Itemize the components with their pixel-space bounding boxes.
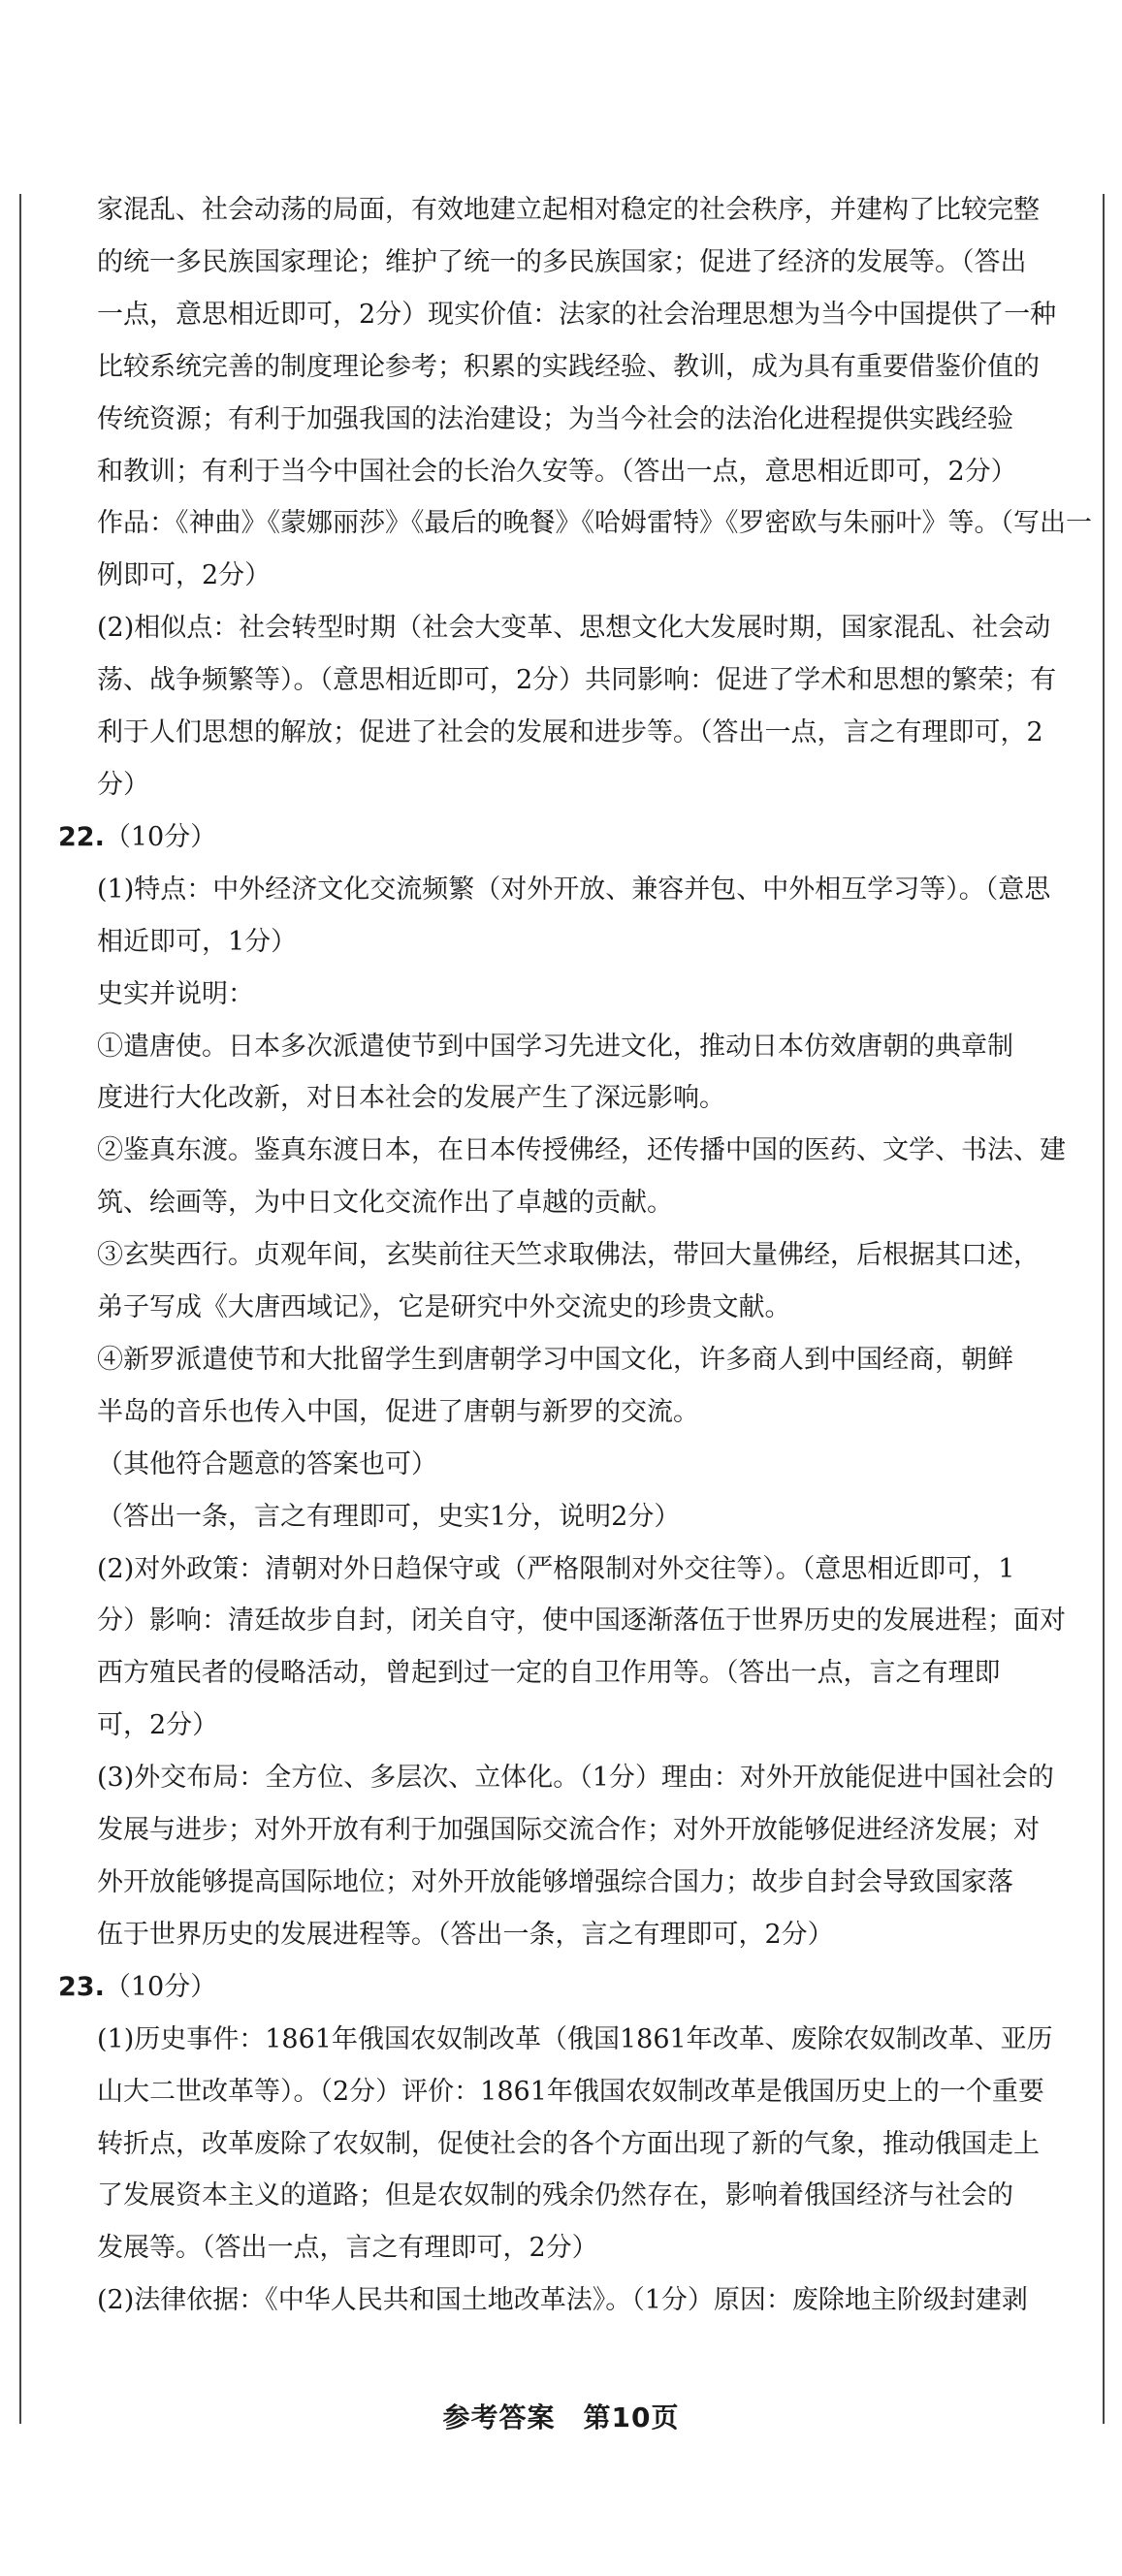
right-margin-rule [1103,194,1105,2424]
text-line: 分）影响：清廷故步自封，闭关自守，使中国逐渐落伍于世界历史的发展进程；面对 [97,1606,1066,1637]
text-line: 家混乱、社会动荡的局面，有效地建立起相对稳定的社会秩序，并建构了比较完整 [97,195,1040,225]
text-line: (1)历史事件：1861年俄国农奴制改革（俄国1861年改革、废除农奴制改革、亚历 [97,2023,1053,2054]
text-line: 弟子写成《大唐西域记》，它是研究中外交流史的珍贵文献。 [97,1292,791,1323]
text-line: 史实并说明： [97,978,254,1009]
page-footer: 参考答案 第10页 [442,2401,680,2433]
question-header [58,1961,1076,2014]
text-line: （答出一条，言之有理即可，史实1分，说明2分） [97,1501,681,1532]
text-line: 西方殖民者的侵略活动，曾起到过一定的自卫作用等。（答出一点，言之有理即 [97,1658,1001,1689]
text-line: 发展与进步；对外开放有利于加强国际交流合作；对外开放能够促进经济发展；对 [97,1815,1040,1846]
text-line: 例即可，2分） [97,560,272,591]
question-number: 22. [58,821,105,852]
question-score: （10分） [104,821,217,852]
question-number: 23. [58,1971,105,2002]
text-line: (2)对外政策：清朝对外日趋保守或（严格限制对外交往等）。（意思相近即可，1 [97,1553,1015,1584]
text-line: 发展等。（答出一点，言之有理即可，2分） [97,2233,598,2264]
text-line: (3)外交布局：全方位、多层次、立体化。（1分）理由：对外开放能促进中国社会的 [97,1763,1054,1794]
text-line: 荡、战争频繁等）。（意思相近即可，2分）共同影响：促进了学术和思想的繁荣；有 [97,665,1057,696]
question-score: （10分） [104,1971,217,2002]
text-line: 山大二世改革等）。（2分）评价：1861年俄国农奴制改革是俄国历史上的一个重要 [97,2076,1044,2107]
left-margin-rule [19,194,21,2424]
text-line: 的统一多民族国家理论；维护了统一的多民族国家；促进了经济的发展等。（答出 [97,246,1027,277]
answer-content [58,184,1092,2327]
text-line: 和教训；有利于当今中国社会的长治久安等。（答出一点，意思相近即可，2分） [97,456,1017,487]
text-line: 转折点，改革废除了农奴制，促使社会的各个方面出现了新的气象，推动俄国走上 [97,2128,1040,2159]
text-line: 相近即可，1分） [97,926,298,957]
text-line: 半岛的音乐也传入中国，促进了唐朝与新罗的交流。 [97,1396,699,1427]
text-line: 利于人们思想的解放；促进了社会的发展和进步等。（答出一点，言之有理即可，2 [97,717,1043,748]
text-line: ③玄奘西行。贞观年间，玄奘前往天竺求取佛法，带回大量佛经，后根据其口述， [97,1240,1040,1271]
text-line: 作品：《神曲》《蒙娜丽莎》《最后的晚餐》《哈姆雷特》《罗密欧与朱丽叶》等。（写出一 [97,508,1092,539]
text-line: (2)相似点：社会转型时期（社会大变革、思想文化大发展时期，国家混乱、社会动 [97,613,1051,644]
text-line: 外开放能够提高国际地位；对外开放能够增强综合国力；故步自封会导致国家落 [97,1867,1013,1897]
text-line: 伍于世界历史的发展进程等。（答出一条，言之有理即可，2分） [97,1919,834,1950]
text-line: ④新罗派遣使节和大批留学生到唐朝学习中国文化，许多商人到中国经商，朝鲜 [97,1344,1013,1375]
text-line: （其他符合题意的答案也可） [97,1448,437,1479]
text-line: 度进行大化改新，对日本社会的发展产生了深远影响。 [97,1083,725,1114]
text-line: 分） [97,769,149,800]
text-line: (2)法律依据：《中华人民共和国土地改革法》。（1分）原因：废除地主阶级封建剥 [97,2285,1028,2316]
text-line: 一点，意思相近即可，2分）现实价值：法家的社会治理思想为当今中国提供了一种 [97,299,1057,330]
question-header [58,811,1076,864]
text-line: 传统资源；有利于加强我国的法治建设；为当今社会的法治化进程提供实践经验 [97,403,1013,434]
text-line: 可，2分） [97,1710,219,1741]
text-line: ②鉴真东渡。鉴真东渡日本，在日本传授佛经，还传播中国的医药、文学、书法、建 [97,1135,1066,1166]
text-line: 比较系统完善的制度理论参考；积累的实践经验、教训，成为具有重要借鉴价值的 [97,351,1040,382]
text-line: 了发展资本主义的道路；但是农奴制的残余仍然存在，影响着俄国经济与社会的 [97,2180,1013,2211]
text-line: ①遣唐使。日本多次派遣使节到中国学习先进文化，推动日本仿效唐朝的典章制 [97,1031,1013,1062]
text-line: 筑、绘画等，为中日文化交流作出了卓越的贡献。 [97,1188,673,1219]
text-line: (1)特点：中外经济文化交流频繁（对外开放、兼容并包、中外相互学习等）。（意思 [97,874,1051,905]
